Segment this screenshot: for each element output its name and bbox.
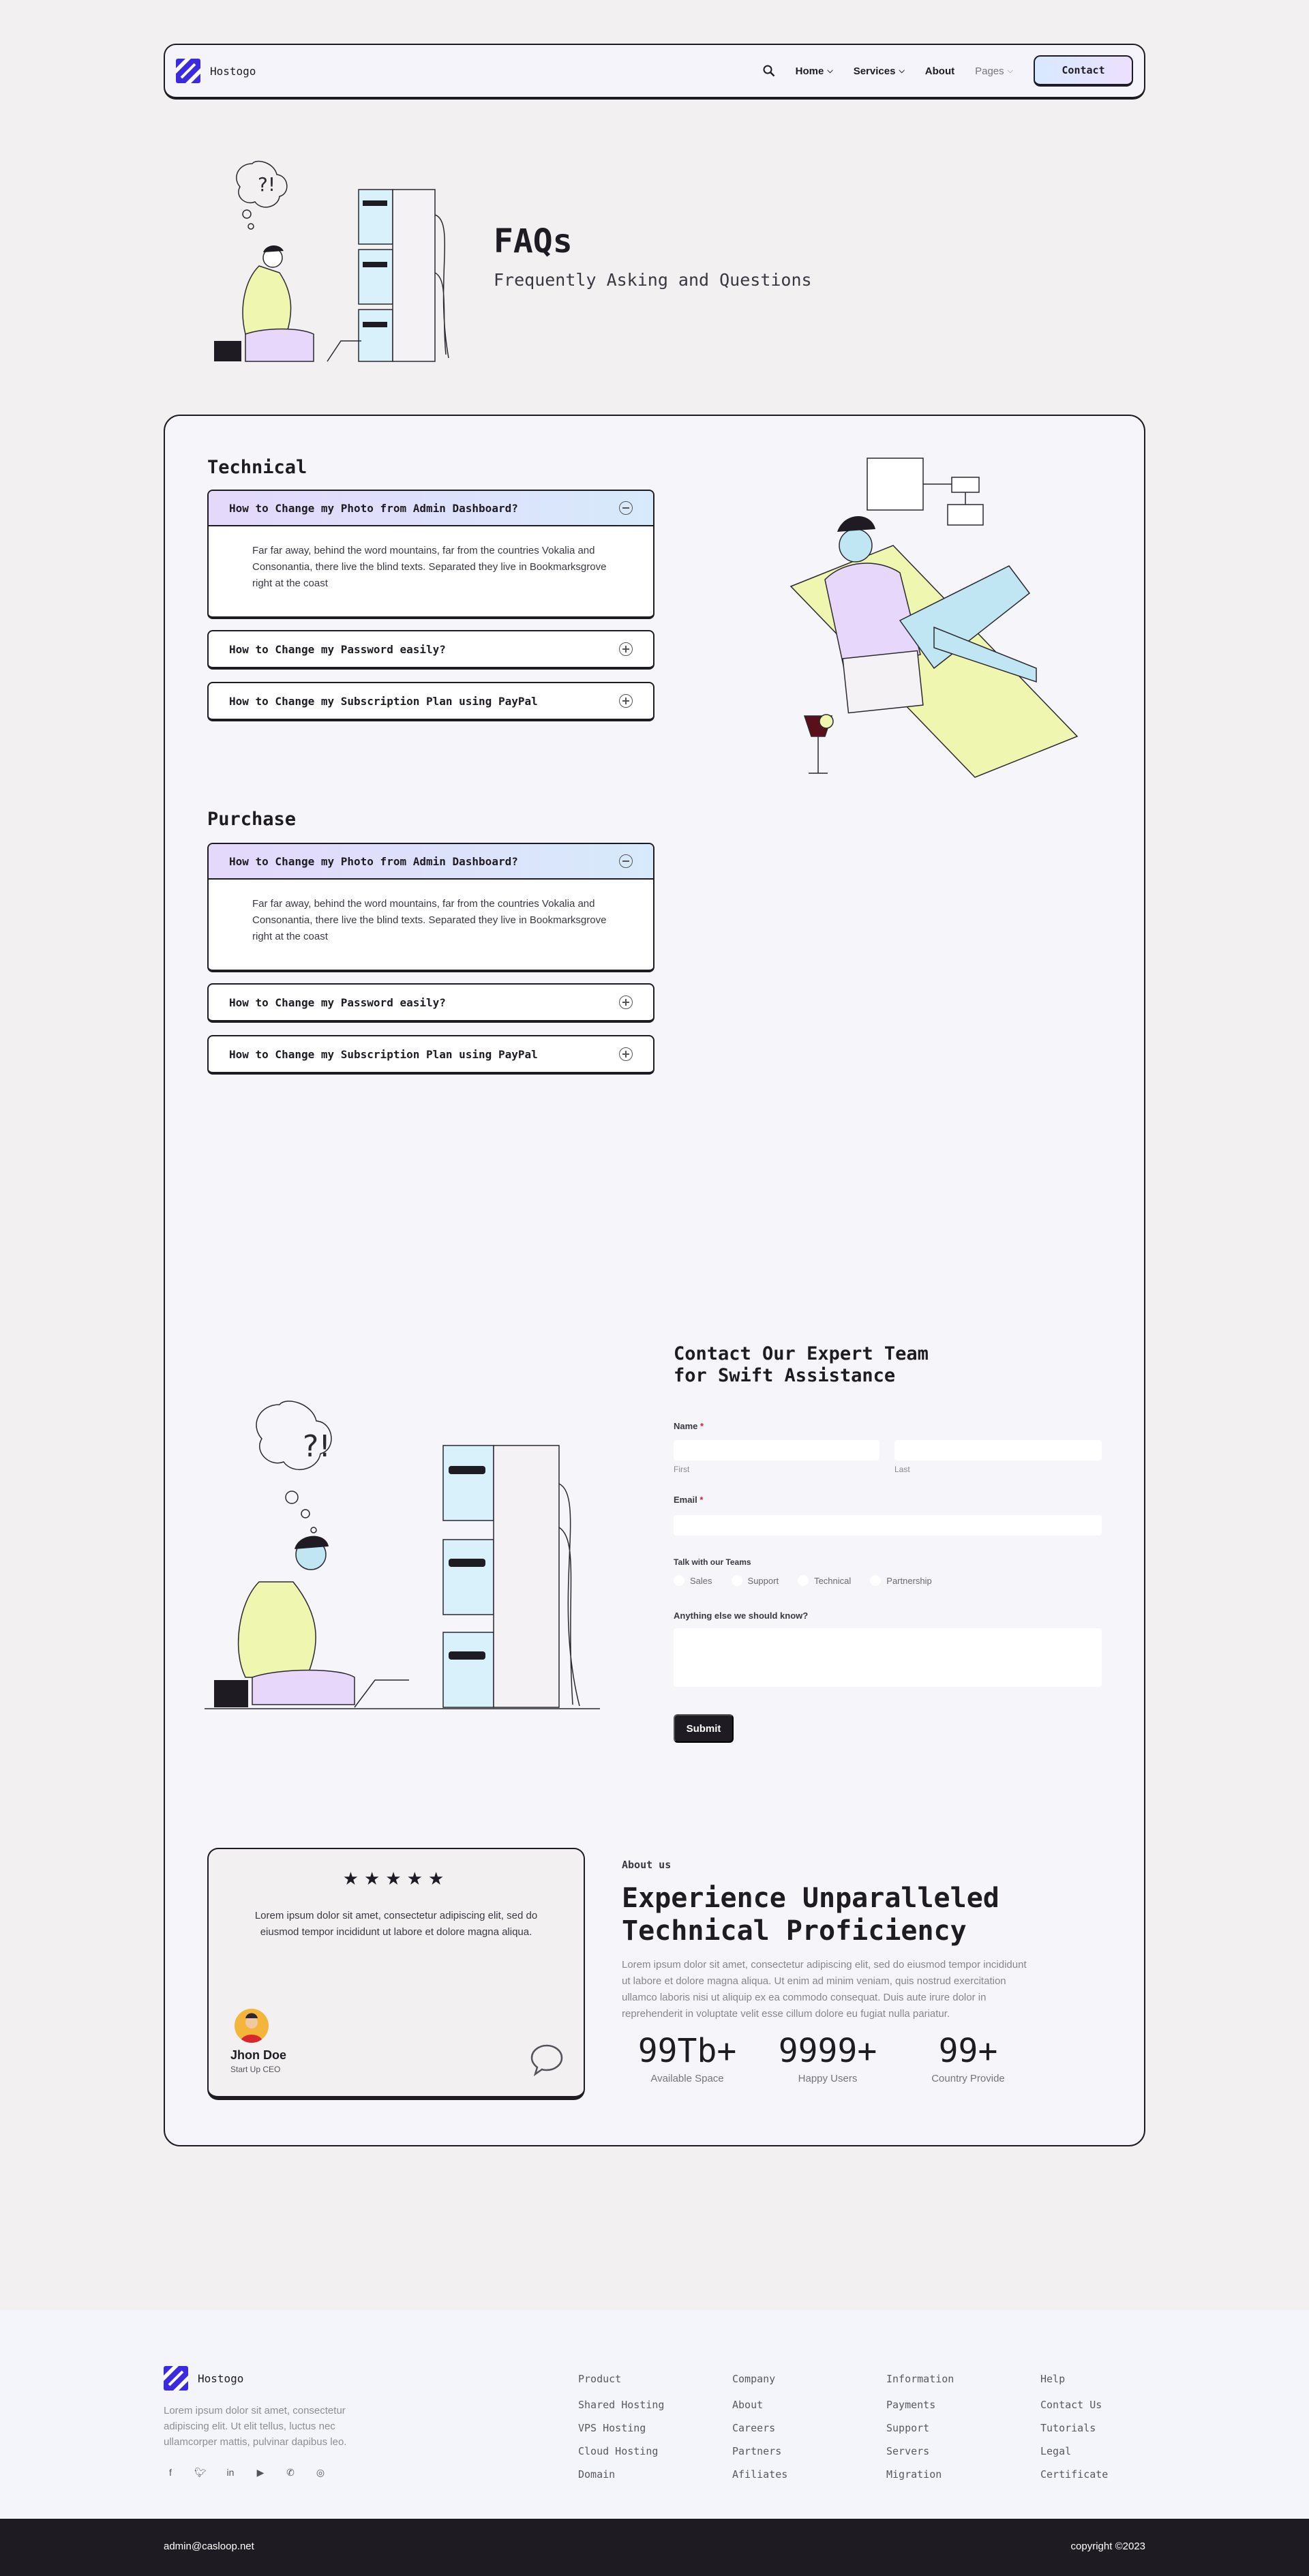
- stat-item: [766, 2032, 889, 2084]
- radio-label: Technical: [814, 1575, 852, 1586]
- faq-answer: Far far away, behind the word mountains, far from the countries Vokalia and Consonantia, there live the blind texts. Separated they live in Bookmarksgrove right at the coast: [252, 898, 607, 942]
- nav-services-label: Services: [853, 65, 896, 77]
- teams-label: Talk with our Teams: [674, 1557, 751, 1567]
- logo-mark-icon: [164, 2366, 188, 2391]
- faq-question[interactable]: [209, 631, 653, 667]
- footer-link[interactable]: Tutorials: [1040, 2422, 1096, 2434]
- first-name-input[interactable]: [674, 1440, 879, 1461]
- stat-item: [907, 2032, 1029, 2084]
- stat-value: 99Tb+: [637, 2032, 737, 2070]
- footer-link[interactable]: Careers: [732, 2422, 776, 2434]
- footer-column-product: [578, 2373, 664, 2486]
- footer-link[interactable]: Afiliates: [732, 2468, 788, 2481]
- brand-logo[interactable]: [176, 59, 256, 83]
- facebook-icon[interactable]: f: [169, 2467, 172, 2478]
- footer-column-title: Help: [1040, 2373, 1066, 2385]
- footer-link[interactable]: Contact Us: [1040, 2399, 1102, 2411]
- email-label-text: Email: [674, 1495, 697, 1505]
- copyright-text: copyright ©2023: [1070, 2541, 1145, 2552]
- faq-answer: Far far away, behind the word mountains, far from the countries Vokalia and Consonantia, there live the blind texts. Separated they live in Bookmarksgrove right at the coast: [252, 545, 607, 589]
- nav-home-label: Home: [795, 65, 824, 77]
- instagram-icon[interactable]: ◎: [316, 2466, 325, 2478]
- contact-email-link[interactable]: admin@casloop.net: [164, 2541, 254, 2552]
- faq-item[interactable]: [207, 630, 654, 670]
- chevron-down-icon: ⌵: [827, 66, 833, 75]
- footer-link[interactable]: Payments: [886, 2399, 936, 2411]
- last-name-sublabel: Last: [894, 1465, 910, 1474]
- radio-label: Partnership: [886, 1575, 932, 1586]
- chevron-down-icon: ⌵: [899, 66, 905, 75]
- nav-item-home[interactable]: [796, 65, 833, 77]
- minus-circle-icon[interactable]: [619, 501, 633, 515]
- radio-technical[interactable]: [798, 1575, 851, 1586]
- faq-item[interactable]: [207, 843, 654, 972]
- radio-button[interactable]: [674, 1575, 684, 1586]
- rating-stars: ★★★★★: [342, 1868, 450, 1889]
- faq-item[interactable]: [207, 1035, 654, 1075]
- radio-button[interactable]: [798, 1575, 809, 1586]
- footer-brand-name: Hostogo: [198, 2371, 244, 2385]
- radio-label: Support: [747, 1575, 779, 1586]
- stat-label: Happy Users: [798, 2073, 858, 2084]
- main-nav: [763, 55, 1133, 87]
- navbar: [164, 44, 1145, 100]
- footer-column-help: [1040, 2373, 1108, 2486]
- contact-button[interactable]: Contact: [1034, 55, 1133, 87]
- bottom-bar: [0, 2519, 1309, 2576]
- plus-circle-icon[interactable]: [619, 642, 633, 656]
- relaxing-person-illustration: [764, 450, 1118, 805]
- footer-link[interactable]: Domain: [578, 2468, 616, 2481]
- social-links: [164, 2466, 327, 2479]
- plus-circle-icon[interactable]: [619, 694, 633, 708]
- footer-description: Lorem ipsum dolor sit amet, consectetur adipiscing elit. Ut elit tellus, luctus nec ullamcorper mattis, pulvinar dapibus leo.: [164, 2405, 347, 2448]
- stat-item: [626, 2032, 749, 2084]
- plus-circle-icon[interactable]: [619, 1047, 633, 1061]
- footer-column-information: [886, 2373, 954, 2486]
- svg-text:?!: ?!: [258, 173, 276, 196]
- footer-column-title: Information: [886, 2373, 954, 2385]
- footer-link[interactable]: VPS Hosting: [578, 2422, 646, 2434]
- testimonial-text: Lorem ipsum dolor sit amet, consectetur adipiscing elit, sed do eiusmod tempor incididunt ut labore et dolore magna aliqua.: [254, 1910, 538, 1938]
- testimonial-name: Jhon Doe: [230, 2048, 287, 2062]
- faq-question[interactable]: [209, 985, 653, 1020]
- hero-illustration: [205, 150, 464, 368]
- faq-question[interactable]: [209, 683, 653, 719]
- faq-question-text: How to Change my Password easily?: [229, 995, 446, 1009]
- last-name-input[interactable]: [894, 1440, 1102, 1461]
- name-label: [674, 1421, 704, 1431]
- form-title-line1: Contact Our Expert Team: [674, 1343, 929, 1364]
- faq-question-text: How to Change my Photo from Admin Dashboard?: [229, 501, 518, 515]
- testimonial-card: [207, 1848, 585, 2100]
- svg-text:?!: ?!: [303, 1429, 331, 1464]
- faq-question[interactable]: [209, 844, 653, 880]
- about-title: Experience Unparalleled Technical Proficiency: [622, 1883, 999, 1947]
- required-mark: *: [699, 1495, 704, 1505]
- faq-question-text: How to Change my Subscription Plan using PayPal: [229, 694, 538, 708]
- footer: [0, 2310, 1309, 2519]
- about-text: Lorem ipsum dolor sit amet, consectetur adipiscing elit, sed do eiusmod tempor incididunt ut labore et dolore magna aliqua. Ut enim ad minim veniam, quis nostrud exercitation ullamco laboris nisi ut aliquip ex ea commodo consequat. Duis aute irure dolor in reprehenderit in voluptate velit esse cillum dolore eu fugiat nulla pariatur.: [622, 1959, 1027, 2020]
- avatar: [235, 2009, 269, 2043]
- brand-name: Hostogo: [210, 64, 256, 78]
- teams-radio-group: [674, 1575, 932, 1586]
- footer-column-title: Product: [578, 2373, 622, 2385]
- radio-button[interactable]: [732, 1575, 742, 1586]
- faq-question-text: How to Change my Photo from Admin Dashboard?: [229, 854, 518, 868]
- faq-question[interactable]: [209, 1036, 653, 1072]
- faq-item[interactable]: [207, 983, 654, 1023]
- footer-link[interactable]: Legal: [1040, 2445, 1072, 2457]
- page-title: FAQs: [494, 222, 573, 260]
- stat-label: Available Space: [650, 2073, 724, 2084]
- stat-value: 99+: [938, 2032, 998, 2070]
- nav-about-label: About: [924, 65, 955, 77]
- radio-label: Sales: [690, 1575, 712, 1586]
- whatsapp-icon[interactable]: ✆: [286, 2466, 295, 2478]
- radio-support[interactable]: [732, 1575, 779, 1586]
- plus-circle-icon[interactable]: [619, 995, 633, 1009]
- email-input[interactable]: [674, 1515, 1102, 1536]
- faq-question-text: How to Change my Password easily?: [229, 642, 446, 656]
- nav-item-pages[interactable]: [975, 65, 1013, 77]
- minus-circle-icon[interactable]: [619, 854, 633, 868]
- faq-question-text: How to Change my Subscription Plan using PayPal: [229, 1047, 538, 1061]
- email-label: [674, 1495, 703, 1505]
- footer-link[interactable]: About: [732, 2399, 764, 2411]
- footer-link[interactable]: Partners: [732, 2445, 782, 2457]
- first-name-sublabel: First: [674, 1465, 690, 1474]
- youtube-icon[interactable]: ▶: [256, 2466, 265, 2478]
- about-label: About us: [622, 1859, 672, 1871]
- faq-question[interactable]: [209, 491, 653, 526]
- footer-link[interactable]: Servers: [886, 2445, 930, 2457]
- nav-pages-label: Pages: [975, 65, 1004, 77]
- faq-item[interactable]: [207, 682, 654, 721]
- linkedin-icon[interactable]: in: [226, 2467, 235, 2478]
- message-textarea[interactable]: [674, 1628, 1102, 1687]
- contact-illustration: [205, 1391, 614, 1718]
- chevron-down-icon: ⌵: [1007, 66, 1013, 75]
- stat-label: Country Provide: [931, 2073, 1005, 2084]
- person-avatar-icon: [235, 2009, 269, 2043]
- footer-link[interactable]: Migration: [886, 2468, 942, 2481]
- stat-value: 9999+: [778, 2032, 877, 2070]
- radio-sales[interactable]: [674, 1575, 712, 1586]
- faq-section-title-purchase: Purchase: [207, 809, 297, 830]
- nav-item-about[interactable]: [925, 65, 954, 77]
- page-subtitle: Frequently Asking and Questions: [494, 270, 812, 290]
- footer-link[interactable]: Support: [886, 2422, 930, 2434]
- footer-link[interactable]: Shared Hosting: [578, 2399, 665, 2411]
- search-icon[interactable]: [763, 65, 775, 77]
- twitter-icon[interactable]: 🐦︎: [194, 2466, 207, 2478]
- logo-mark-icon: [176, 59, 200, 83]
- footer-logo[interactable]: [164, 2366, 243, 2391]
- radio-partnership[interactable]: [870, 1575, 931, 1586]
- form-title-line2: for Swift Assistance: [674, 1365, 896, 1386]
- footer-column-title: Company: [732, 2373, 776, 2385]
- message-label: Anything else we should know?: [674, 1611, 809, 1621]
- faq-section-title-technical: Technical: [207, 457, 307, 478]
- required-mark: *: [700, 1421, 704, 1431]
- contact-form-title: [674, 1343, 929, 1387]
- nav-item-services[interactable]: [854, 65, 905, 77]
- footer-link[interactable]: Certificate: [1040, 2468, 1109, 2481]
- name-label-text: Name: [674, 1421, 698, 1431]
- chat-bubble-icon: [529, 2041, 565, 2077]
- radio-button[interactable]: [870, 1575, 881, 1586]
- submit-button[interactable]: Submit: [674, 1714, 734, 1743]
- footer-column-company: [732, 2373, 787, 2486]
- testimonial-role: Start Up CEO: [230, 2065, 281, 2074]
- faq-item[interactable]: [207, 490, 654, 619]
- footer-link[interactable]: Cloud Hosting: [578, 2445, 659, 2457]
